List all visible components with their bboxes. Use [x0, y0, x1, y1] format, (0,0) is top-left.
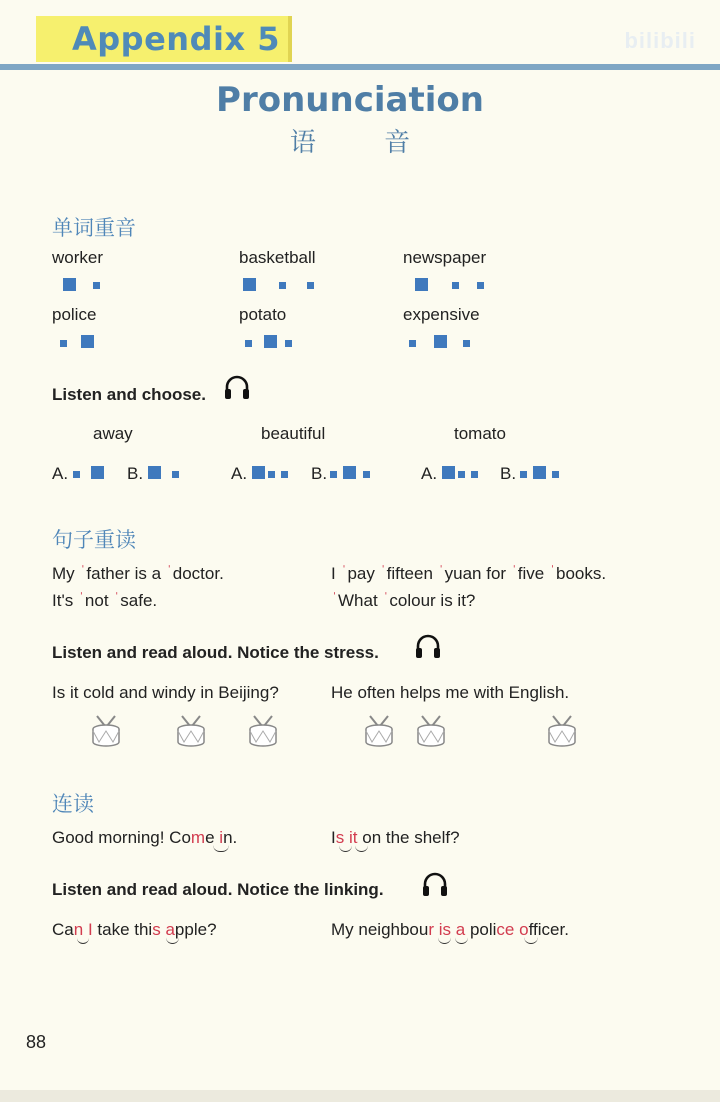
appendix-label: Appendix 5 — [72, 20, 280, 58]
stress-instruction: Listen and read aloud. Notice the stress. — [52, 643, 379, 662]
linking-arc — [524, 937, 538, 944]
page-number: 88 — [26, 1032, 47, 1052]
drum-icon — [247, 714, 279, 748]
stress-practice-2: He often helps me with English. — [331, 683, 570, 702]
drum-icon — [363, 714, 395, 748]
stress-sentence-2: I ˈpay ˈfifteen ˈyuan for ˈfive ˈbooks. — [331, 563, 607, 583]
stress-practice-1: Is it cold and windy in Beijing? — [52, 683, 279, 702]
choose-word-beautiful: beautiful — [261, 424, 326, 443]
linking-arc — [455, 937, 468, 944]
word-basketball: basketball — [239, 248, 316, 267]
linking-arc — [166, 937, 179, 944]
headphones-icon[interactable] — [223, 374, 251, 402]
linking-instruction: Listen and read aloud. Notice the linking. — [52, 880, 384, 899]
option-away-a[interactable]: A. — [52, 464, 69, 483]
stress-sentence-3: It's ˈnot ˈsafe. — [52, 590, 158, 610]
linking-arc — [77, 937, 89, 944]
option-beautiful-b[interactable]: B. — [311, 464, 328, 483]
linking-arc — [355, 845, 368, 852]
page-subtitle: 语 音 — [289, 128, 441, 158]
headphones-icon[interactable] — [414, 633, 442, 661]
choose-word-away: away — [93, 424, 133, 443]
linking-practice-1: Can I take this apple? — [52, 920, 217, 939]
linking-example-2: Is it on the shelf? — [331, 828, 460, 847]
word-newspaper: newspaper — [403, 248, 487, 267]
watermark: bilibili — [624, 28, 696, 53]
drum-icon — [175, 714, 207, 748]
header-rule — [0, 64, 720, 70]
linking-arc — [438, 937, 451, 944]
word-expensive: expensive — [403, 305, 480, 324]
linking-arc — [339, 845, 352, 852]
drum-icon — [415, 714, 447, 748]
sentence-stress-heading: 句子重读 — [52, 528, 136, 552]
option-beautiful-a[interactable]: A. — [231, 464, 248, 483]
word-potato: potato — [239, 305, 287, 324]
listen-choose-instruction: Listen and choose. — [52, 385, 206, 404]
bottom-strip — [0, 1090, 720, 1102]
option-tomato-b[interactable]: B. — [500, 464, 517, 483]
choose-word-tomato: tomato — [454, 424, 506, 443]
linking-example-1: Good morning! Come in. — [52, 828, 238, 847]
linking-heading: 连读 — [52, 792, 94, 816]
option-tomato-a[interactable]: A. — [421, 464, 438, 483]
word-police: police — [52, 305, 97, 324]
stress-sentence-1: My ˈfather is a ˈdoctor. — [52, 563, 224, 583]
drum-icon — [546, 714, 578, 748]
linking-arc — [213, 845, 229, 852]
page-title: Pronunciation — [216, 80, 484, 120]
word-stress-heading: 单词重音 — [52, 216, 136, 240]
word-worker: worker — [52, 248, 104, 267]
option-away-b[interactable]: B. — [127, 464, 144, 483]
linking-practice-2: My neighbour is a police officer. — [331, 920, 569, 939]
stress-sentence-4: ˈWhat ˈcolour is it? — [332, 590, 476, 610]
headphones-icon[interactable] — [421, 871, 449, 899]
drum-icon — [90, 714, 122, 748]
